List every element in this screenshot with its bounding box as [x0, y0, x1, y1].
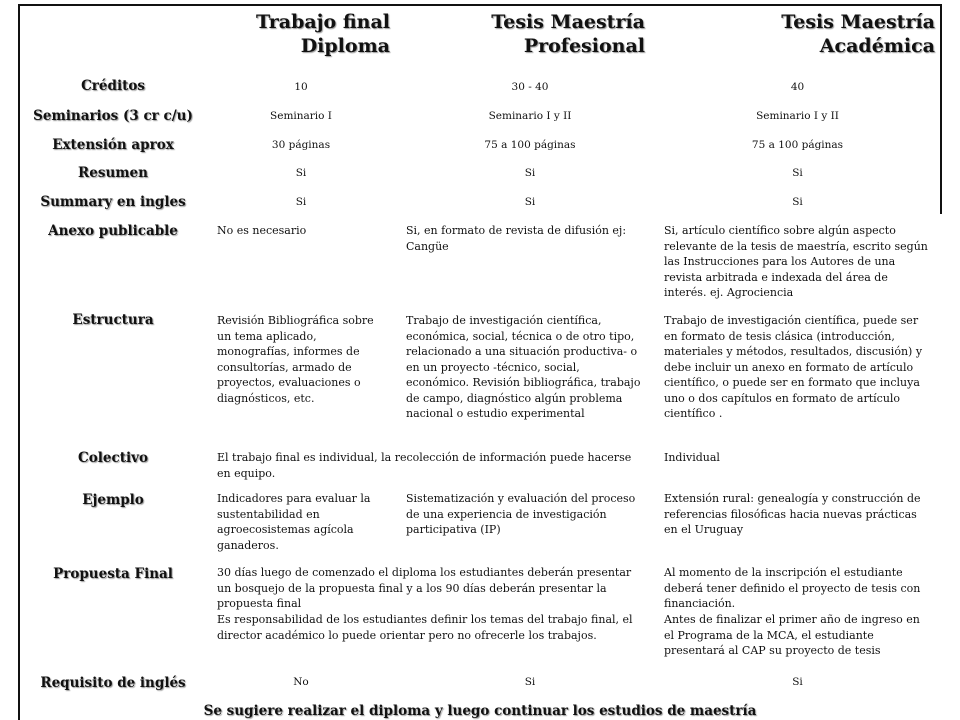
cell-propuesta-academica-inscripcion: Al momento de la inscripción el estudiante deberá tener definido el proyecto de tesis con financiación.	[664, 566, 921, 610]
row-label-requisito-ingles: Requisito de inglés	[40, 675, 186, 691]
cell-estructura-diploma: Revisión Bibliográfica sobre un tema aplicado, monografías, informes de consultorías, armado de proyectos, evaluaciones o diagnósticos, etc.	[217, 314, 374, 405]
row-label-estructura: Estructura	[72, 312, 154, 328]
cell-anexo-academica: Si, artículo científico sobre algún aspecto relevante de la tesis de maestría, escrito según las Instrucciones para los Autores de una revista arbitrada e indexada del área de interés. ej. Agrociencia	[664, 224, 928, 299]
table-top-border	[18, 4, 942, 6]
cell-ejemplo-diploma: Indicadores para evaluar la sustentabilidad en agroecosistemas agícola ganaderos.	[217, 492, 371, 552]
cell-ejemplo-academica: Extensión rural: genealogía y construcción de referencias filosóficas hacia nuevas prácticas en el Uruguay	[664, 492, 921, 536]
cell-creditos-profesional: 30 - 40	[511, 81, 549, 93]
cell-ejemplo-profesional: Sistematización y evaluación del proceso de una experiencia de investigación participativa (IP)	[406, 492, 636, 536]
cell-summary-academica: Si	[792, 196, 803, 208]
footer-recommendation: Se sugiere realizar el diploma y luego continuar los estudios de maestría	[203, 703, 757, 719]
cell-seminarios-diploma: Seminario I	[270, 110, 332, 122]
cell-extension-diploma: 30 páginas	[271, 139, 331, 151]
cell-creditos-diploma: 10	[294, 81, 308, 93]
cell-resumen-diploma: Si	[295, 167, 307, 179]
cell-requisito-academica: Si	[792, 676, 803, 688]
cell-summary-profesional: Si	[524, 196, 536, 208]
row-label-resumen: Resumen	[78, 165, 148, 181]
table-right-border	[940, 4, 942, 214]
cell-extension-academica: 75 a 100 páginas	[751, 139, 844, 151]
cell-seminarios-academica: Seminario I y II	[756, 110, 839, 122]
row-label-creditos: Créditos	[81, 78, 145, 94]
cell-requisito-profesional: Si	[524, 676, 536, 688]
header-tesis-academica	[700, 10, 935, 58]
header-col2-line2: Profesional	[523, 35, 645, 57]
header-col3-line2: Académica	[819, 35, 935, 57]
row-label-anexo: Anexo publicable	[48, 223, 178, 239]
row-label-extension: Extensión aprox	[52, 137, 174, 153]
cell-estructura-academica: Trabajo de investigación científica, puede ser en formato de tesis clásica (introducción, materiales y métodos, resultados, discusión) y debe incluir un anexo en formato de artículo científico, o puede ser en formato que incluya uno o dos capítulos en formato de artículo científico .	[664, 314, 923, 420]
cell-anexo-profesional: Si, en formato de revista de difusión ej: Cangüe	[406, 224, 627, 253]
row-label-ejemplo: Ejemplo	[82, 492, 144, 508]
cell-propuesta-responsabilidad: Es responsabilidad de los estudiantes definir los temas del trabajo final, el director académico lo puede orientar pero no ofrecerle los trabajos.	[217, 613, 633, 642]
header-col1-line1: Trabajo final	[256, 11, 390, 33]
row-label-summary: Summary en ingles	[40, 194, 186, 210]
cell-resumen-profesional: Si	[524, 167, 536, 179]
header-tesis-profesional	[440, 10, 645, 58]
row-label-seminarios: Seminarios (3 cr c/u)	[33, 108, 193, 124]
cell-colectivo-academica: Individual	[664, 451, 720, 464]
cell-propuesta-academica-cap: Antes de finalizar el primer año de ingreso en el Programa de la MCA, el estudiante presentará al CAP su proyecto de tesis	[664, 613, 920, 657]
row-label-colectivo: Colectivo	[78, 450, 148, 466]
cell-anexo-diploma: No es necesario	[217, 224, 307, 237]
header-col3-line1: Tesis Maestría	[781, 11, 935, 33]
cell-creditos-academica: 40	[790, 81, 805, 93]
cell-summary-diploma: Si	[295, 196, 307, 208]
header-col2-line1: Tesis Maestría	[491, 11, 645, 33]
cell-colectivo-diploma-profesional: El trabajo final es individual, la recolección de información puede hacerse en equipo.	[217, 451, 632, 480]
cell-extension-profesional: 75 a 100 páginas	[484, 139, 576, 151]
row-label-propuesta: Propuesta Final	[53, 566, 173, 582]
cell-requisito-diploma: No	[293, 676, 309, 688]
cell-resumen-academica: Si	[792, 167, 803, 179]
header-trabajo-final-diploma	[200, 10, 390, 58]
cell-propuesta-plazos: 30 días luego de comenzado el diploma los estudiantes deberán presentar un bosquejo de la propuesta final y a los 90 días deberán presentar la propuesta final	[217, 566, 632, 610]
cell-seminarios-profesional: Seminario I y II	[488, 110, 572, 122]
header-col1-line2: Diploma	[300, 35, 390, 57]
cell-estructura-profesional: Trabajo de investigación científica, económica, social, técnica o de otro tipo, relacionado a una situación productiva- o en un proyecto -técnico, social, económico. Revisión bibliográfica, trabajo de campo, diagnóstico algún problema nacional o estudio experimental	[406, 314, 641, 420]
